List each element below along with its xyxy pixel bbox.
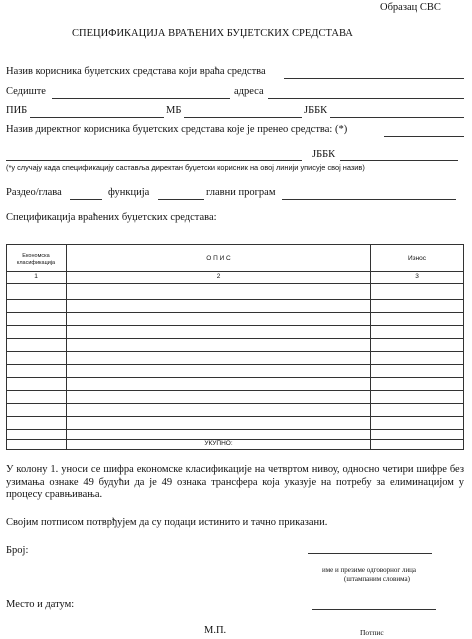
form-code: Образац СВС xyxy=(380,2,441,13)
address-label: адреса xyxy=(234,86,264,97)
jbbk2-label: ЈББК xyxy=(312,149,336,160)
seat-label: Седиште xyxy=(6,86,46,97)
program-label: главни програм xyxy=(206,187,276,198)
pib-field[interactable] xyxy=(30,117,164,118)
name-caption-1: име и презиме одговорног лица xyxy=(322,566,417,574)
header-classification: Економска класификација xyxy=(16,253,56,266)
note-paragraph: У колону 1. уноси се шифра економске класификације на четвртом нивоу, односно четири шифре без узимања ознаке 49 будући да је 49 ознака трансфера која указује на потребу за елиминацијом у процесу сравњивања. xyxy=(6,464,464,500)
signature-label: Потпис xyxy=(360,628,384,637)
user-name-label: Назив корисника буџетских средстава који враћа средства xyxy=(6,66,266,77)
program-field[interactable] xyxy=(282,199,456,200)
number-label: Број: xyxy=(6,545,29,556)
name-field[interactable] xyxy=(308,553,432,554)
mb-field[interactable] xyxy=(184,117,302,118)
function-field[interactable] xyxy=(158,199,204,200)
jbbk-field[interactable] xyxy=(330,117,464,118)
function-label: функција xyxy=(108,187,150,198)
confirmation-text: Својим потписом потврђујем да су подаци истинито и тачно приказани. xyxy=(6,517,328,528)
col-number-3: 3 xyxy=(415,273,419,280)
footnote: (*у случају када спецификацију саставља директан буџетски корисник на овој линији уписује свој назив) xyxy=(6,163,365,172)
jbbk2-field[interactable] xyxy=(340,160,458,161)
page-title: СПЕЦИФИКАЦИЈА ВРАЋЕНИХ БУЏЕТСКИХ СРЕДСТАВА xyxy=(72,28,353,39)
header-amount: Износ xyxy=(407,255,427,262)
stamp-label: М.П. xyxy=(204,625,227,636)
user-name-field[interactable] xyxy=(284,78,464,79)
spec-table xyxy=(6,244,464,450)
col-number-1: 1 xyxy=(34,273,38,280)
mb-label: МБ xyxy=(166,105,182,116)
signature-field[interactable] xyxy=(312,609,436,610)
header-description: О П И С xyxy=(206,255,231,262)
pib-label: ПИБ xyxy=(6,105,28,116)
direct-user-field[interactable] xyxy=(384,136,464,137)
seat-field[interactable] xyxy=(52,98,230,99)
address-field[interactable] xyxy=(268,98,464,99)
jbbk-label: ЈББК xyxy=(304,105,328,116)
direct-user-field-2[interactable] xyxy=(6,160,302,161)
spec-label: Спецификација враћених буџетских средстава: xyxy=(6,212,217,223)
col-number-2: 2 xyxy=(216,273,221,280)
direct-user-label: Назив директног корисника буџетских средстава које је пренео средства: (*) xyxy=(6,124,348,135)
name-caption-2: (штампаним словима) xyxy=(344,575,410,583)
total-label: УКУПНО: xyxy=(204,440,233,447)
section-field[interactable] xyxy=(70,199,102,200)
section-label: Раздео/глава xyxy=(6,187,62,198)
place-date-label: Место и датум: xyxy=(6,599,75,610)
